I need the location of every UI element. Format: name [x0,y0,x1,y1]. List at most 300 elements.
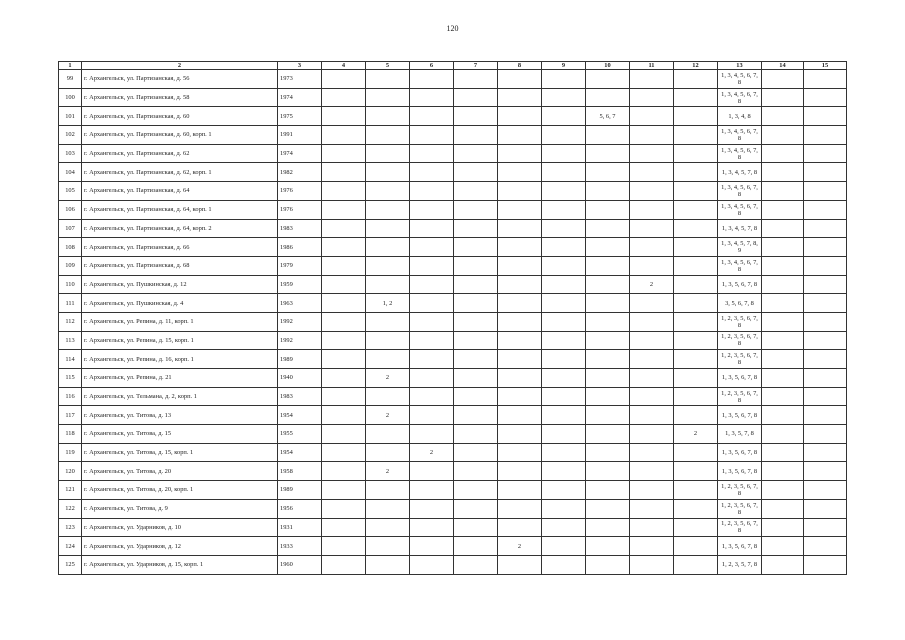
col-12-cell [674,200,718,219]
col-11-cell [630,182,674,201]
col-15-cell [804,387,847,406]
col-7-cell [454,275,498,294]
col-13-cell: 1, 3, 4, 5, 6, 7, 8 [718,144,762,163]
col-7-cell [454,200,498,219]
col-12-cell [674,163,718,182]
col-12-cell [674,88,718,107]
col-14-cell [762,555,804,574]
col-15-cell [804,312,847,331]
col-11-cell [630,88,674,107]
col-8-cell [498,294,542,313]
col-9-cell [542,200,586,219]
header-cell-14: 14 [762,62,804,70]
col-9-cell [542,331,586,350]
col-8-cell [498,312,542,331]
address-cell: г. Архангельск, ул. Репина, д. 21 [82,369,278,388]
col-7-cell [454,70,498,89]
col-9-cell [542,406,586,425]
col-5-cell [366,312,410,331]
col-9-cell [542,182,586,201]
col-8-cell [498,499,542,518]
row-number-cell: 117 [59,406,82,425]
table-row [59,88,847,107]
table-row [59,481,847,500]
col-12-cell [674,537,718,556]
header-cell-10: 10 [586,62,630,70]
table-row [59,107,847,126]
col-12-cell [674,518,718,537]
table-row [59,387,847,406]
col-12-cell [674,499,718,518]
col-15-cell [804,406,847,425]
col-12-cell [674,256,718,275]
col-7-cell [454,537,498,556]
col-11-cell [630,126,674,145]
col-8-cell [498,144,542,163]
col-11-cell [630,219,674,238]
col-7-cell [454,387,498,406]
col-12-cell [674,555,718,574]
header-cell-5: 5 [366,62,410,70]
col-15-cell [804,462,847,481]
address-cell: г. Архангельск, ул. Партизанская, д. 60 [82,107,278,126]
col-12-cell [674,331,718,350]
row-number-cell: 116 [59,387,82,406]
col-13-cell: 1, 3, 4, 5, 6, 7, 8 [718,88,762,107]
col-10-cell [586,537,630,556]
col-8-cell [498,387,542,406]
col-13-cell: 1, 2, 3, 5, 6, 7, 8 [718,312,762,331]
col-7-cell [454,499,498,518]
col-11-cell [630,312,674,331]
header-cell-2: 2 [82,62,278,70]
col-4-cell [322,462,366,481]
col-8-cell [498,200,542,219]
col-15-cell [804,256,847,275]
address-cell: г. Архангельск, ул. Титова, д. 13 [82,406,278,425]
col-9-cell [542,425,586,444]
col-6-cell [410,182,454,201]
address-cell: г. Архангельск, ул. Партизанская, д. 60, корп. 1 [82,126,278,145]
col-5-cell: 2 [366,406,410,425]
col-12-cell [674,219,718,238]
row-number-cell: 109 [59,256,82,275]
col-14-cell [762,219,804,238]
col-5-cell [366,275,410,294]
col-12-cell [674,238,718,257]
page-number: 120 [446,24,459,33]
col-8-cell [498,406,542,425]
col-10-cell [586,350,630,369]
col-8-cell: 2 [498,537,542,556]
col-11-cell [630,443,674,462]
address-cell: г. Архангельск, ул. Титова, д. 20 [82,462,278,481]
header-cell-7: 7 [454,62,498,70]
address-cell: г. Архангельск, ул. Репина, д. 16, корп. 1 [82,350,278,369]
col-11-cell [630,555,674,574]
address-cell: г. Архангельск, ул. Партизанская, д. 62 [82,144,278,163]
col-15-cell [804,537,847,556]
col-14-cell [762,107,804,126]
col-15-cell [804,163,847,182]
col-6-cell [410,275,454,294]
table-row [59,462,847,481]
col-6-cell [410,238,454,257]
table-header [59,62,847,70]
col-12-cell [674,107,718,126]
col-14-cell [762,331,804,350]
col-6-cell [410,518,454,537]
col-13-cell: 1, 3, 4, 5, 6, 7, 8 [718,200,762,219]
table-row [59,331,847,350]
col-5-cell [366,481,410,500]
col-5-cell [366,126,410,145]
col-14-cell [762,200,804,219]
year-cell: 1989 [278,350,322,369]
col-10-cell [586,275,630,294]
col-15-cell [804,443,847,462]
table-body [59,70,847,575]
col-13-cell: 1, 2, 3, 5, 7, 8 [718,555,762,574]
col-11-cell [630,238,674,257]
row-number-cell: 120 [59,462,82,481]
col-5-cell [366,425,410,444]
col-13-cell: 1, 3, 5, 6, 7, 8 [718,462,762,481]
col-4-cell [322,369,366,388]
col-4-cell [322,144,366,163]
col-13-cell: 1, 3, 4, 5, 7, 8, 9 [718,238,762,257]
col-10-cell [586,555,630,574]
col-6-cell [410,163,454,182]
col-10-cell: 5, 6, 7 [586,107,630,126]
col-7-cell [454,369,498,388]
col-5-cell [366,144,410,163]
col-6-cell [410,88,454,107]
col-11-cell [630,294,674,313]
col-8-cell [498,238,542,257]
col-7-cell [454,406,498,425]
col-9-cell [542,481,586,500]
col-13-cell: 1, 3, 5, 6, 7, 8 [718,275,762,294]
col-5-cell [366,443,410,462]
col-14-cell [762,537,804,556]
col-15-cell [804,555,847,574]
col-7-cell [454,481,498,500]
col-11-cell [630,518,674,537]
col-15-cell [804,107,847,126]
row-number-cell: 106 [59,200,82,219]
row-number-cell: 114 [59,350,82,369]
col-15-cell [804,369,847,388]
col-14-cell [762,312,804,331]
col-5-cell [366,200,410,219]
col-8-cell [498,256,542,275]
row-number-cell: 103 [59,144,82,163]
col-8-cell [498,331,542,350]
col-11-cell [630,107,674,126]
col-10-cell [586,331,630,350]
col-7-cell [454,443,498,462]
col-5-cell [366,163,410,182]
address-cell: г. Архангельск, ул. Партизанская, д. 64 [82,182,278,201]
table-row [59,406,847,425]
col-5-cell [366,107,410,126]
col-13-cell: 1, 3, 4, 5, 6, 7, 8 [718,182,762,201]
col-7-cell [454,462,498,481]
col-13-cell: 1, 3, 5, 6, 7, 8 [718,537,762,556]
col-14-cell [762,163,804,182]
col-14-cell [762,406,804,425]
col-5-cell [366,537,410,556]
col-12-cell [674,387,718,406]
year-cell: 1960 [278,555,322,574]
col-4-cell [322,107,366,126]
col-15-cell [804,182,847,201]
col-15-cell [804,275,847,294]
col-4-cell [322,238,366,257]
col-14-cell [762,462,804,481]
col-13-cell: 1, 2, 3, 5, 6, 7, 8 [718,499,762,518]
col-6-cell [410,350,454,369]
row-number-cell: 102 [59,126,82,145]
table-row [59,443,847,462]
col-12-cell [674,294,718,313]
col-10-cell [586,144,630,163]
year-cell: 1983 [278,387,322,406]
col-8-cell [498,555,542,574]
col-10-cell [586,369,630,388]
year-cell: 1974 [278,88,322,107]
col-11-cell [630,144,674,163]
col-12-cell [674,369,718,388]
col-6-cell [410,144,454,163]
col-12-cell [674,144,718,163]
col-6-cell [410,256,454,275]
year-cell: 1954 [278,406,322,425]
header-cell-3: 3 [278,62,322,70]
col-9-cell [542,369,586,388]
address-cell: г. Архангельск, ул. Партизанская, д. 64, корп. 2 [82,219,278,238]
row-number-cell: 124 [59,537,82,556]
col-11-cell [630,425,674,444]
col-14-cell [762,88,804,107]
col-7-cell [454,518,498,537]
row-number-cell: 115 [59,369,82,388]
table-row [59,182,847,201]
row-number-cell: 111 [59,294,82,313]
col-9-cell [542,70,586,89]
col-9-cell [542,256,586,275]
col-15-cell [804,70,847,89]
col-10-cell [586,481,630,500]
year-cell: 1986 [278,238,322,257]
col-12-cell [674,481,718,500]
col-11-cell [630,537,674,556]
year-cell: 1931 [278,518,322,537]
col-4-cell [322,219,366,238]
year-cell: 1982 [278,163,322,182]
col-8-cell [498,88,542,107]
col-9-cell [542,219,586,238]
col-5-cell [366,387,410,406]
col-13-cell: 1, 3, 4, 5, 6, 7, 8 [718,70,762,89]
col-9-cell [542,294,586,313]
col-9-cell [542,126,586,145]
col-10-cell [586,499,630,518]
col-14-cell [762,443,804,462]
col-4-cell [322,555,366,574]
table-row [59,200,847,219]
col-5-cell: 1, 2 [366,294,410,313]
housing-registry-table [58,61,847,575]
address-cell: г. Архангельск, ул. Партизанская, д. 56 [82,70,278,89]
address-cell: г. Архангельск, ул. Титова, д. 9 [82,499,278,518]
col-6-cell [410,425,454,444]
row-number-cell: 123 [59,518,82,537]
col-14-cell [762,294,804,313]
table-row [59,369,847,388]
address-cell: г. Архангельск, ул. Репина, д. 11, корп. 1 [82,312,278,331]
col-5-cell [366,219,410,238]
year-cell: 1992 [278,312,322,331]
col-5-cell [366,238,410,257]
col-6-cell [410,555,454,574]
col-10-cell [586,312,630,331]
col-10-cell [586,219,630,238]
year-cell: 1976 [278,200,322,219]
col-15-cell [804,219,847,238]
col-14-cell [762,387,804,406]
col-8-cell [498,369,542,388]
col-6-cell [410,537,454,556]
header-cell-12: 12 [674,62,718,70]
col-13-cell: 1, 3, 5, 6, 7, 8 [718,443,762,462]
col-13-cell: 1, 3, 4, 5, 7, 8 [718,163,762,182]
col-14-cell [762,126,804,145]
col-13-cell: 1, 2, 3, 5, 6, 7, 8 [718,481,762,500]
col-10-cell [586,406,630,425]
address-cell: г. Архангельск, ул. Партизанская, д. 66 [82,238,278,257]
row-number-cell: 110 [59,275,82,294]
col-10-cell [586,126,630,145]
col-10-cell [586,256,630,275]
col-4-cell [322,163,366,182]
address-cell: г. Архангельск, ул. Партизанская, д. 64, корп. 1 [82,200,278,219]
col-5-cell [366,182,410,201]
table-row [59,294,847,313]
col-7-cell [454,350,498,369]
col-12-cell [674,182,718,201]
col-10-cell [586,387,630,406]
year-cell: 1991 [278,126,322,145]
col-12-cell: 2 [674,425,718,444]
col-7-cell [454,238,498,257]
col-8-cell [498,163,542,182]
year-cell: 1974 [278,144,322,163]
col-4-cell [322,425,366,444]
col-10-cell [586,163,630,182]
year-cell: 1963 [278,294,322,313]
col-4-cell [322,499,366,518]
col-6-cell [410,126,454,145]
col-9-cell [542,462,586,481]
year-cell: 1933 [278,537,322,556]
table-row [59,70,847,89]
col-14-cell [762,238,804,257]
col-13-cell: 1, 2, 3, 5, 6, 7, 8 [718,387,762,406]
col-6-cell [410,462,454,481]
col-9-cell [542,387,586,406]
col-9-cell [542,518,586,537]
col-5-cell [366,88,410,107]
table-row [59,425,847,444]
col-6-cell [410,312,454,331]
col-15-cell [804,126,847,145]
year-cell: 1954 [278,443,322,462]
col-4-cell [322,518,366,537]
header-cell-15: 15 [804,62,847,70]
col-7-cell [454,107,498,126]
address-cell: г. Архангельск, ул. Титова, д. 15 [82,425,278,444]
header-cell-9: 9 [542,62,586,70]
row-number-cell: 108 [59,238,82,257]
year-cell: 1955 [278,425,322,444]
address-cell: г. Архангельск, ул. Партизанская, д. 62, корп. 1 [82,163,278,182]
row-number-cell: 119 [59,443,82,462]
header-cell-11: 11 [630,62,674,70]
col-5-cell [366,499,410,518]
address-cell: г. Архангельск, ул. Титова, д. 20, корп. 1 [82,481,278,500]
col-14-cell [762,369,804,388]
col-6-cell [410,219,454,238]
col-5-cell [366,555,410,574]
col-12-cell [674,126,718,145]
col-5-cell [366,256,410,275]
year-cell: 1940 [278,369,322,388]
col-10-cell [586,238,630,257]
col-10-cell [586,70,630,89]
table-row [59,163,847,182]
col-5-cell [366,70,410,89]
col-8-cell [498,462,542,481]
col-12-cell [674,70,718,89]
row-number-cell: 101 [59,107,82,126]
table-row [59,275,847,294]
col-9-cell [542,537,586,556]
col-8-cell [498,107,542,126]
col-4-cell [322,294,366,313]
col-6-cell [410,481,454,500]
col-7-cell [454,182,498,201]
col-13-cell: 1, 3, 5, 7, 8 [718,425,762,444]
col-13-cell: 1, 2, 3, 5, 6, 7, 8 [718,350,762,369]
col-14-cell [762,350,804,369]
col-13-cell: 1, 2, 3, 5, 6, 7, 8 [718,331,762,350]
col-14-cell [762,425,804,444]
table-row [59,518,847,537]
col-6-cell [410,369,454,388]
col-10-cell [586,462,630,481]
col-12-cell [674,406,718,425]
col-13-cell: 1, 3, 4, 8 [718,107,762,126]
col-6-cell [410,70,454,89]
col-14-cell [762,275,804,294]
col-4-cell [322,312,366,331]
address-cell: г. Архангельск, ул. Ударников, д. 12 [82,537,278,556]
year-cell: 1959 [278,275,322,294]
col-10-cell [586,294,630,313]
col-8-cell [498,70,542,89]
